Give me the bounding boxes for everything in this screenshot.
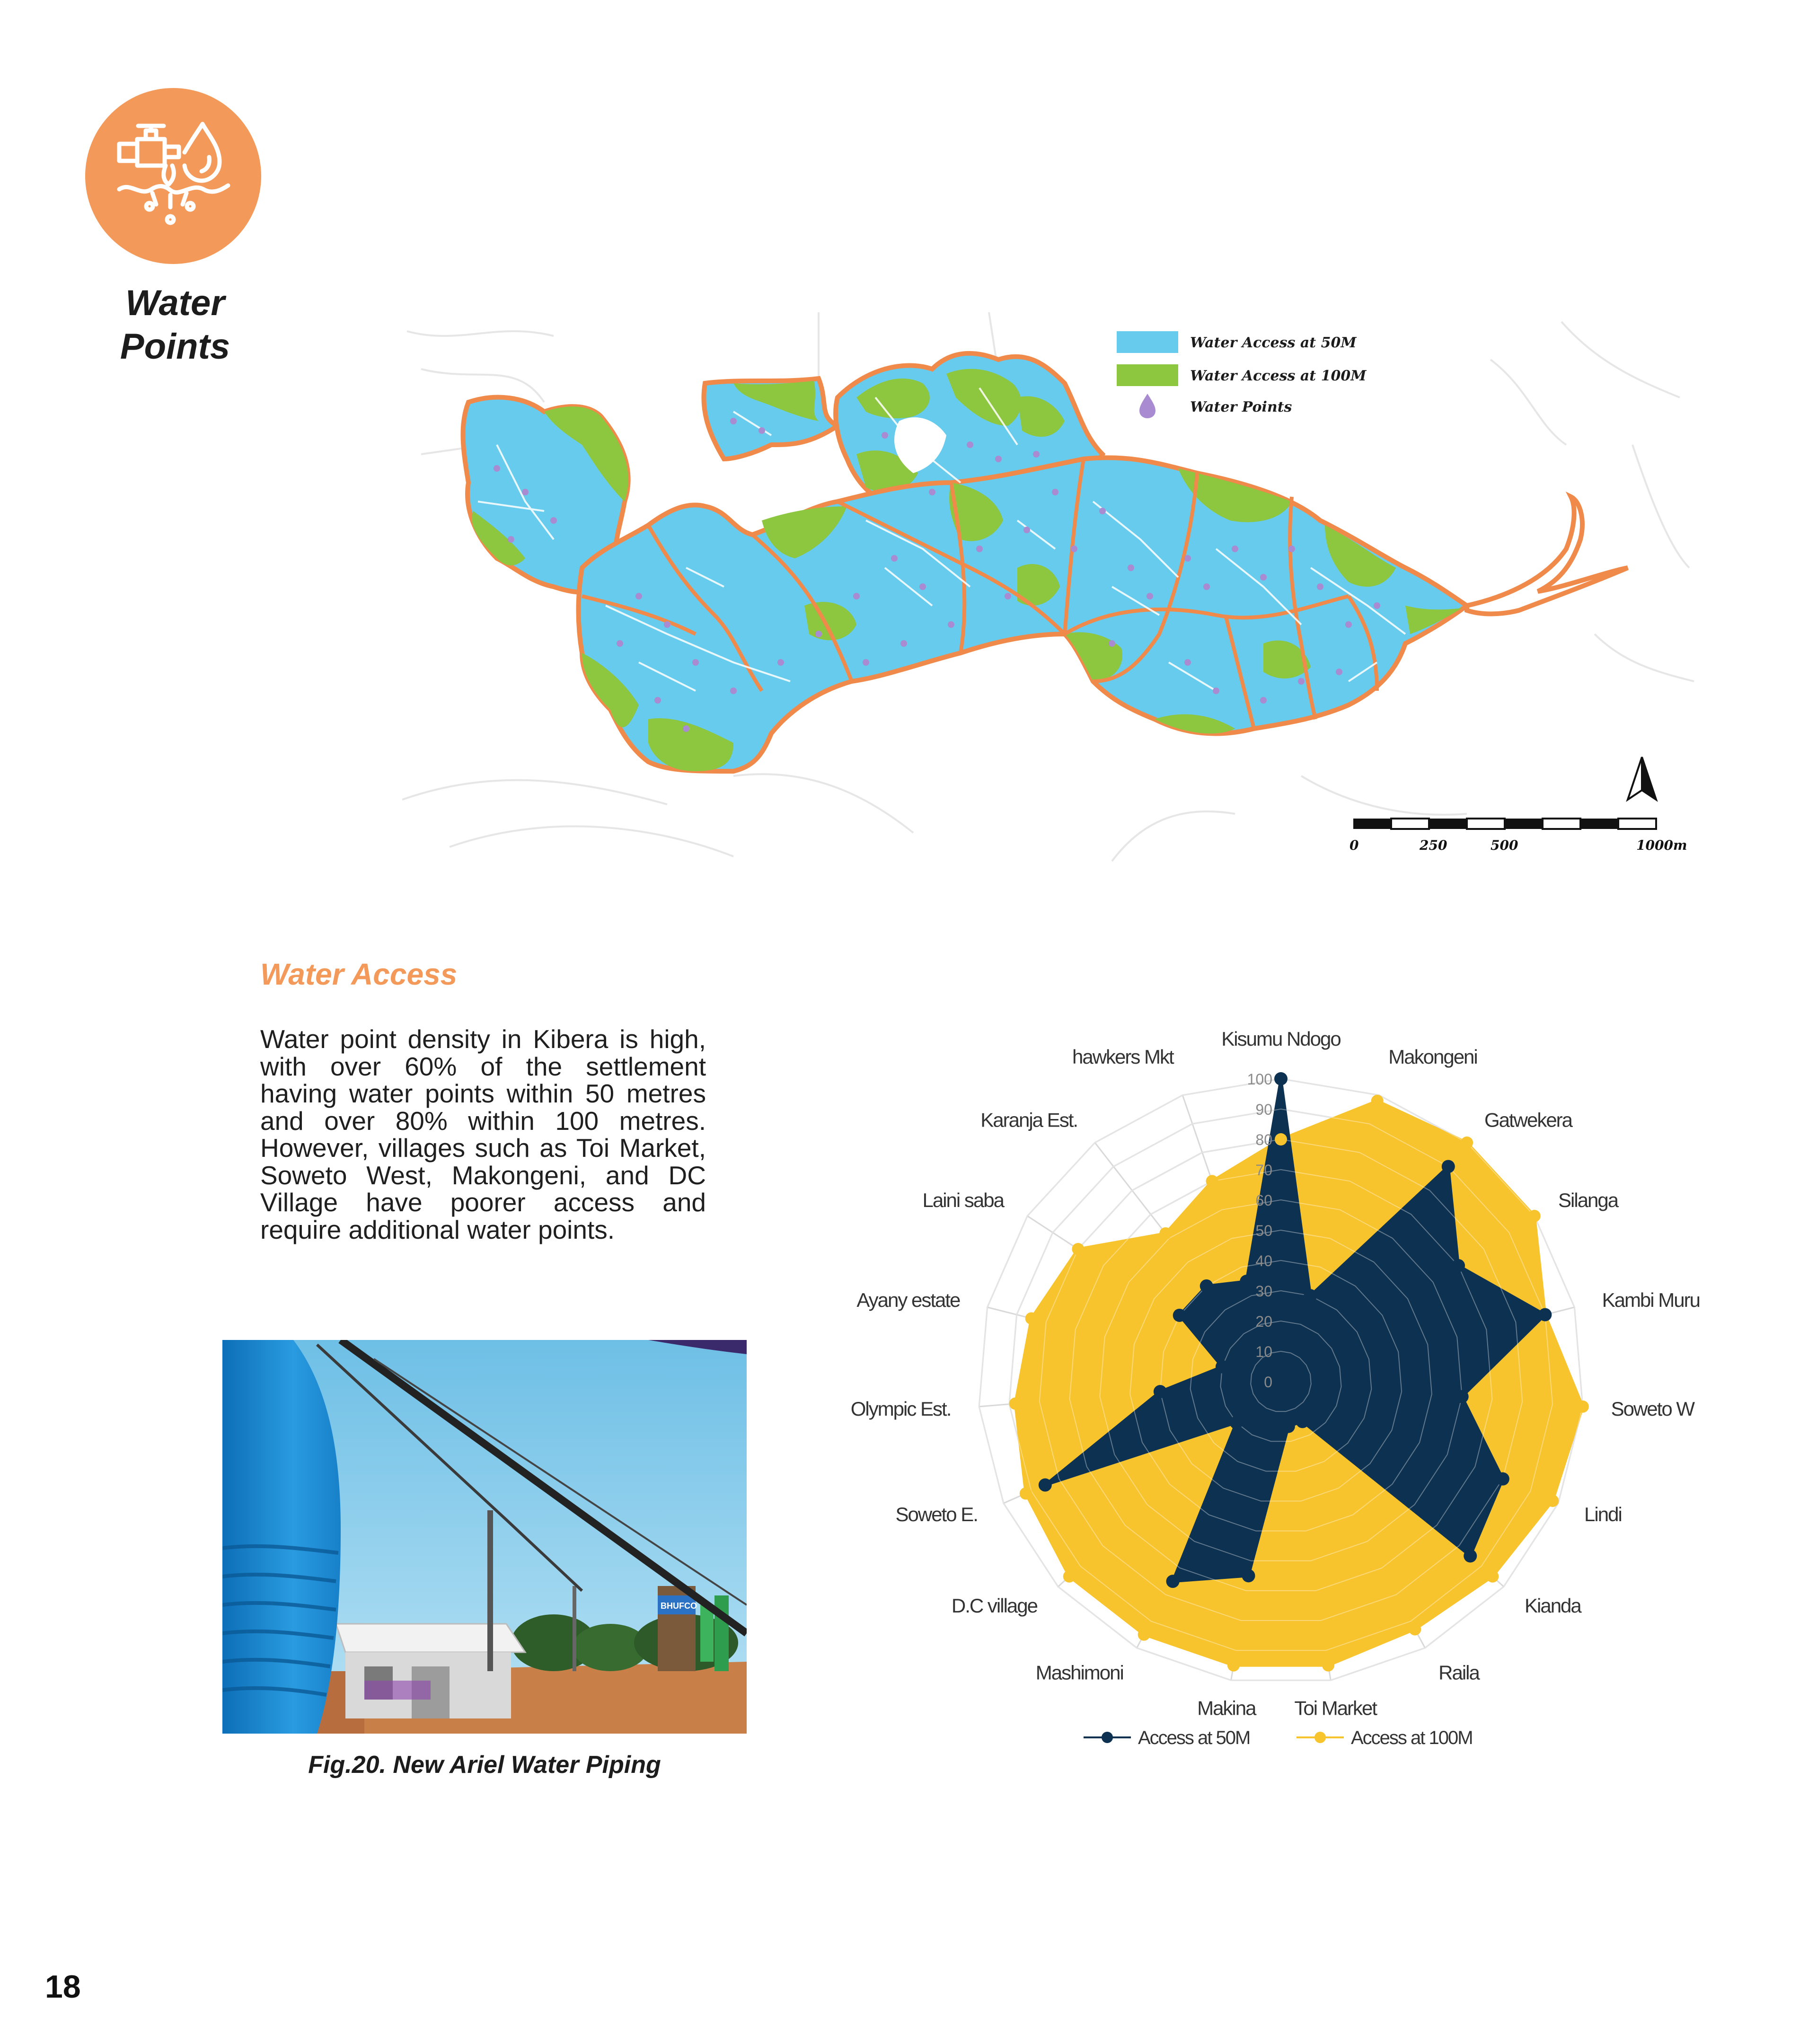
category-label: Makongeni [1388, 1045, 1477, 1068]
radial-tick-label: 30 [1255, 1283, 1272, 1300]
radar-chart [842, 984, 1713, 1779]
legend-label-100m: Water Access at 100M [1190, 368, 1367, 384]
category-label: D.C village [951, 1595, 1037, 1617]
data-point-access-50m [1296, 1415, 1309, 1428]
data-point-access-50m [1154, 1385, 1167, 1398]
category-label: Makina [1197, 1697, 1256, 1719]
scale-label-250: 250 [1420, 837, 1447, 853]
data-point-access-100m [1371, 1095, 1384, 1107]
data-point-access-50m [1538, 1308, 1552, 1322]
category-label: Soweto W [1611, 1397, 1694, 1420]
data-point-access-100m [1138, 1629, 1150, 1641]
radial-tick-label: 90 [1255, 1101, 1272, 1118]
article-heading: Water Access [260, 957, 458, 991]
category-label: Olympic Est. [850, 1397, 951, 1420]
category-label: Lindi [1584, 1503, 1622, 1526]
category-label: Gatwekera [1484, 1109, 1572, 1131]
data-point-access-50m [1173, 1309, 1186, 1322]
water-drop-icon [1139, 394, 1155, 418]
page-number: 18 [45, 1969, 81, 2005]
category-label: Kambi Muru [1602, 1289, 1700, 1312]
data-point-access-100m [1009, 1398, 1022, 1410]
data-point-access-50m [1464, 1549, 1477, 1562]
radial-tick-label: 80 [1255, 1131, 1272, 1148]
legend-marker-access-100m [1314, 1732, 1326, 1743]
category-label: Ayany estate [856, 1289, 960, 1312]
radial-tick-label: 50 [1255, 1222, 1272, 1239]
map-svg [402, 303, 1699, 866]
data-point-access-100m [1072, 1243, 1084, 1255]
photo-water-piping [222, 1340, 747, 1734]
data-point-access-50m [1230, 1416, 1243, 1429]
category-label: Raila [1438, 1661, 1479, 1684]
category-label: Mashimoni [1035, 1661, 1123, 1684]
data-point-access-50m [1496, 1472, 1509, 1486]
data-point-access-50m [1039, 1479, 1052, 1492]
scale-label-1000: 1000m [1636, 837, 1687, 853]
data-point-access-100m [1322, 1659, 1334, 1672]
radial-tick-label: 10 [1255, 1343, 1272, 1360]
section-icon-circle [85, 88, 261, 264]
data-point-access-50m [1166, 1575, 1180, 1588]
data-point-access-100m [1063, 1570, 1076, 1583]
water-access-map [402, 303, 1699, 866]
category-label: Toi Market [1294, 1697, 1377, 1719]
legend-label-water-points: Water Points [1190, 399, 1292, 415]
section-title-line1: Water [125, 283, 225, 323]
data-point-access-100m [1020, 1488, 1032, 1500]
data-point-access-100m [1528, 1210, 1541, 1222]
category-label: Soweto E. [895, 1503, 978, 1526]
category-label: Laini saba [922, 1189, 1004, 1212]
legend-swatch-50m [1117, 331, 1178, 353]
legend-label-access-100m: Access at 100M [1351, 1727, 1473, 1748]
data-point-access-50m [1442, 1160, 1455, 1173]
section-title-line2: Points [120, 326, 230, 367]
data-point-access-100m [1409, 1623, 1421, 1635]
data-point-access-50m [1455, 1390, 1469, 1403]
data-point-access-50m [1216, 1360, 1229, 1374]
data-point-access-100m [1025, 1312, 1038, 1324]
legend-swatch-100m [1117, 364, 1178, 386]
data-point-access-50m [1200, 1279, 1213, 1293]
north-arrow-icon [1628, 757, 1656, 800]
data-point-access-100m [1546, 1495, 1559, 1507]
radar-chart-svg [842, 984, 1713, 1779]
data-point-access-100m [1227, 1659, 1240, 1672]
category-label: Kisumu Ndogo [1221, 1028, 1341, 1050]
article-paragraph: Water point density in Kibera is high, with over 60% of the settlement having water points within 50 metres and over 80% within 100 metres. However, villages such as Toi Market, Soweto West, Makongeni, and DC Village have poorer access and require additional water points. [260, 1024, 706, 1244]
section-title [57, 282, 293, 369]
water-tap-drop-icon [85, 88, 261, 264]
data-point-access-50m [1240, 1275, 1253, 1288]
data-point-access-100m [1486, 1570, 1499, 1583]
data-point-access-50m [1274, 1072, 1288, 1085]
data-point-access-100m [1206, 1175, 1218, 1187]
data-point-access-50m [1242, 1569, 1255, 1582]
category-label: hawkers Mkt [1072, 1045, 1173, 1068]
data-point-access-50m [1452, 1259, 1465, 1272]
category-label: Silanga [1558, 1189, 1618, 1212]
radial-tick-label: 40 [1255, 1252, 1272, 1269]
legend-marker-access-50m [1102, 1732, 1113, 1743]
data-point-access-100m [1275, 1133, 1287, 1145]
data-point-access-100m [1159, 1227, 1172, 1240]
scale-bar [1350, 819, 1687, 853]
chart-legend [1084, 1727, 1473, 1748]
radial-tick-label: 60 [1255, 1192, 1272, 1209]
data-point-access-100m [1461, 1137, 1473, 1149]
category-label: Karanja Est. [980, 1109, 1078, 1131]
radial-tick-label: 100 [1247, 1071, 1272, 1088]
legend-label-access-50m: Access at 50M [1138, 1727, 1250, 1748]
photo-sign-text: BHUFCO [661, 1601, 697, 1611]
scale-label-0: 0 [1350, 837, 1359, 853]
category-label: Kianda [1525, 1595, 1581, 1617]
radial-tick-label: 0 [1264, 1374, 1272, 1391]
radial-tick-label: 70 [1255, 1162, 1272, 1179]
data-point-access-50m [1282, 1420, 1295, 1433]
scale-label-500: 500 [1491, 837, 1518, 853]
data-point-access-50m [1304, 1289, 1317, 1302]
radial-tick-label: 20 [1255, 1313, 1272, 1330]
data-point-access-100m [1577, 1401, 1589, 1413]
legend-label-50m: Water Access at 50M [1190, 335, 1357, 351]
photo-svg [222, 1340, 747, 1734]
photo-caption: Fig.20. New Ariel Water Piping [308, 1751, 661, 1779]
